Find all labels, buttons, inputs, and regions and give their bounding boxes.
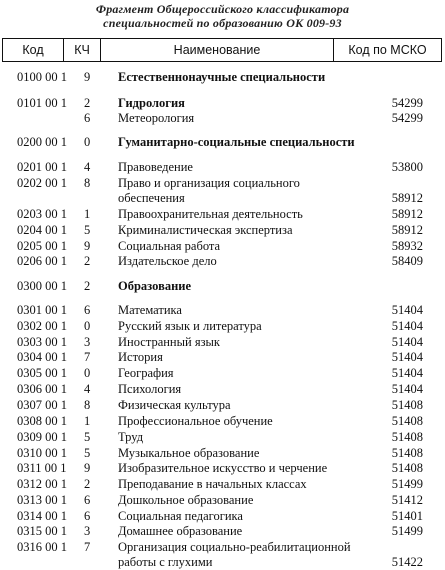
row-kch: 8 [84,176,91,190]
row-kch: 7 [84,350,91,364]
table-row [0,382,445,397]
table-row [0,254,445,269]
row-name: Метеорология [118,111,195,125]
row-code: 0307 00 1 [17,398,67,412]
table-row [0,366,445,381]
row-name: Русский язык и литература [118,319,262,333]
row-mcko: 51408 [391,398,423,412]
row-kch: 3 [84,524,91,538]
table-row [0,319,445,334]
row-kch: 2 [84,477,91,491]
row-name: Криминалистическая экспертиза [118,223,293,237]
row-name: Иностранный язык [118,335,220,349]
row-name: Гуманитарно-социальные специальности [118,135,355,149]
row-code: 0305 00 1 [17,366,67,380]
row-name: География [118,366,174,380]
row-mcko: 51408 [391,461,423,475]
row-name: Гидрология [118,96,185,110]
row-name: Издательское дело [118,254,217,268]
row-mcko: 51422 [391,555,423,569]
row-kch: 1 [84,207,91,221]
row-mcko: 58912 [391,191,423,205]
row-name: Образование [118,279,192,293]
table-row [0,430,445,445]
table-row [0,461,445,476]
row-kch: 2 [84,96,91,110]
row-kch: 1 [84,414,91,428]
row-code: 0202 00 1 [17,176,67,190]
row-mcko: 51404 [391,319,423,333]
row-code: 0205 00 1 [17,239,67,253]
row-kch: 2 [84,279,91,293]
table-row [0,524,445,539]
table-row [0,477,445,492]
row-kch: 3 [84,335,91,349]
row-name: Математика [118,303,182,317]
row-mcko: 54299 [391,111,423,125]
row-mcko: 51408 [391,430,423,444]
row-name: Труд [118,430,144,444]
column-header-name: Наименование [101,39,334,61]
row-code: 0316 00 1 [17,540,67,554]
row-mcko: 53800 [391,160,423,174]
row-mcko: 51499 [391,477,423,491]
row-code: 0301 00 1 [17,303,67,317]
row-mcko: 58409 [391,254,423,268]
row-kch: 0 [84,135,91,149]
row-mcko: 58912 [391,223,423,237]
row-mcko: 51408 [391,446,423,460]
row-code: 0100 00 1 [17,70,67,84]
row-mcko: 51404 [391,335,423,349]
table-row [0,350,445,365]
row-code: 0311 00 1 [17,461,67,475]
row-mcko: 51408 [391,414,423,428]
table-row [0,191,445,206]
table-row [0,303,445,318]
row-code: 0203 00 1 [17,207,67,221]
row-code: 0204 00 1 [17,223,67,237]
row-name: Изобразительное искусство и черчение [118,461,328,475]
table-row [0,239,445,254]
table-row [0,70,445,85]
row-kch: 4 [84,382,91,396]
table-row [0,279,445,294]
table-row [0,509,445,524]
row-mcko: 51412 [391,493,423,507]
row-mcko: 54299 [391,96,423,110]
row-mcko: 51499 [391,524,423,538]
row-code: 0206 00 1 [17,254,67,268]
table-row [0,176,445,191]
row-code: 0309 00 1 [17,430,67,444]
row-name: Правоохранительная деятельность [118,207,303,221]
row-kch: 6 [84,111,91,125]
table-row [0,207,445,222]
row-name: Правоведение [118,160,193,174]
row-name: работы с глухими [118,555,213,569]
row-name: Психология [118,382,182,396]
column-header-mcko: Код по МСКО [348,43,427,57]
row-mcko: 51404 [391,382,423,396]
row-code: 0314 00 1 [17,509,67,523]
row-code: 0303 00 1 [17,335,67,349]
row-name: Социальная работа [118,239,221,253]
row-code: 0313 00 1 [17,493,67,507]
table-row [0,160,445,175]
row-kch: 9 [84,70,91,84]
row-mcko: 51404 [391,350,423,364]
row-name: Музыкальное образование [118,446,260,460]
table-row [0,446,445,461]
table-row [0,555,445,570]
row-code: 0315 00 1 [17,524,67,538]
table-row [0,540,445,555]
table-row [0,135,445,150]
document-title-line1: Фрагмент Общероссийского классификатора [95,2,350,16]
row-kch: 4 [84,160,91,174]
row-code: 0300 00 1 [17,279,67,293]
row-name: обеспечения [118,191,185,205]
table-row [0,96,445,111]
row-name: Домашнее образование [118,524,243,538]
row-kch: 0 [84,319,91,333]
row-name: Физическая культура [118,398,231,412]
row-name: История [118,350,163,364]
row-code: 0306 00 1 [17,382,67,396]
row-code: 0302 00 1 [17,319,67,333]
row-kch: 5 [84,430,91,444]
row-code: 0312 00 1 [17,477,67,491]
table-row [0,335,445,350]
row-name: Дошкольное образование [118,493,254,507]
row-kch: 6 [84,509,91,523]
row-kch: 6 [84,493,91,507]
row-name: Профессиональное обучение [118,414,273,428]
row-kch: 6 [84,303,91,317]
row-code: 0200 00 1 [17,135,67,149]
row-name: Социальная педагогика [118,509,243,523]
row-name: Право и организация социального [118,176,300,190]
row-kch: 5 [84,223,91,237]
row-code: 0201 00 1 [17,160,67,174]
row-kch: 9 [84,461,91,475]
row-mcko: 51404 [391,366,423,380]
table-row [0,414,445,429]
row-kch: 9 [84,239,91,253]
row-kch: 0 [84,366,91,380]
row-mcko: 51404 [391,303,423,317]
row-kch: 2 [84,254,91,268]
table-row [0,493,445,508]
row-mcko: 58912 [391,207,423,221]
table-row [0,111,445,126]
row-mcko: 58932 [391,239,423,253]
row-name: Естественнонаучные специальности [118,70,326,84]
row-name: Преподавание в начальных классах [118,477,307,491]
row-name: Организация социально-реабилитационной [118,540,351,554]
row-kch: 5 [84,446,91,460]
row-code: 0101 00 1 [17,96,67,110]
table-row [0,398,445,413]
row-kch: 7 [84,540,91,554]
row-code: 0310 00 1 [17,446,67,460]
table-row [0,223,445,238]
column-header-kch: КЧ [64,39,101,61]
row-mcko: 51401 [391,509,423,523]
document-title-line2: специальностей по образованию ОК 009-93 [103,16,342,30]
row-kch: 8 [84,398,91,412]
row-code: 0308 00 1 [17,414,67,428]
row-code: 0304 00 1 [17,350,67,364]
column-header-code: Код [3,39,64,61]
